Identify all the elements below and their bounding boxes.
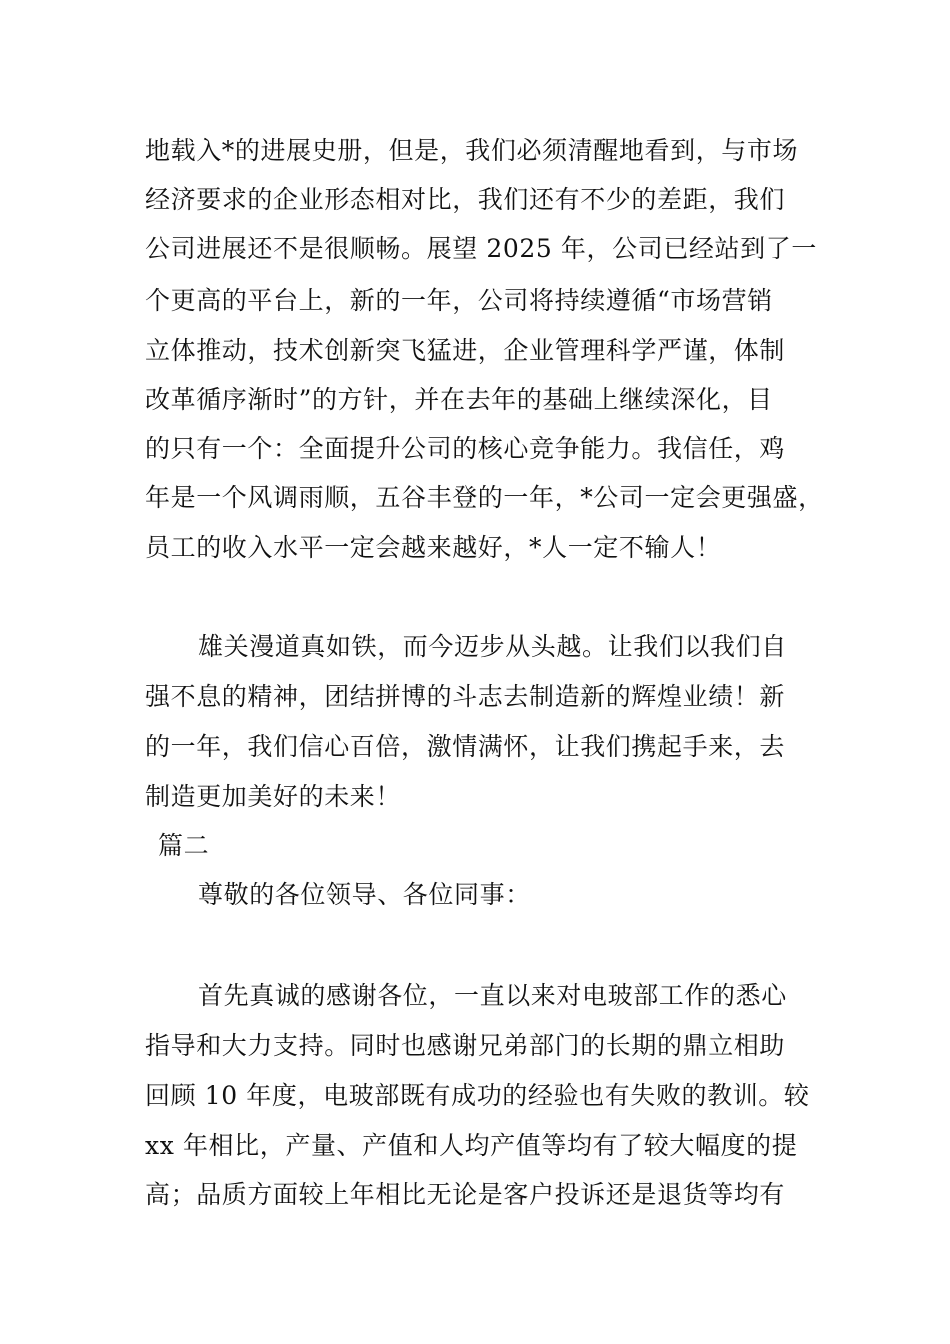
section-heading: 篇二 (158, 831, 210, 860)
text-line: 高；品质方面较上年相比无论是客户投诉还是退货等均有 (145, 1180, 786, 1209)
text-line: 经济要求的企业形态相对比，我们还有不少的差距，我们 (145, 185, 786, 214)
text-line: 指导和大力支持。同时也感谢兄弟部门的长期的鼎立相助 (145, 1031, 786, 1060)
text-line: 公司进展还不是很顺畅。展望 2025 年，公司已经站到了一 (145, 234, 817, 263)
text-line: 改革循序渐时”的方针，并在去年的基础上继续深化，目 (145, 385, 773, 414)
text-line: 回顾 10 年度，电玻部既有成功的经验也有失败的教训。较 (145, 1081, 810, 1110)
text-line: 制造更加美好的未来！ (145, 782, 402, 811)
text-line: 个更高的平台上，新的一年，公司将持续遵循“市场营销 (145, 286, 773, 315)
text-line: 雄关漫道真如铁，而今迈步从头越。让我们以我们自 (198, 632, 787, 661)
text-line: 员工的收入水平一定会越来越好，*人一定不输人！ (145, 533, 722, 562)
text-line: 年是一个风调雨顺，五谷丰登的一年，*公司一定会更强盛， (145, 483, 824, 512)
text-line: 强不息的精神，团结拼博的斗志去制造新的辉煌业绩！新 (145, 682, 786, 711)
text-line: 的一年，我们信心百倍，激情满怀，让我们携起手来，去 (145, 732, 786, 761)
text-line: 地载入*的进展史册，但是，我们必须清醒地看到，与市场 (145, 136, 799, 165)
text-line: 立体推动，技术创新突飞猛进，企业管理科学严谨，体制 (145, 336, 786, 365)
text-line: xx 年相比，产量、产值和人均产值等均有了较大幅度的提 (145, 1131, 798, 1160)
salutation: 尊敬的各位领导、各位同事： (198, 880, 531, 909)
text-line: 首先真诚的感谢各位，一直以来对电玻部工作的悉心 (198, 981, 787, 1010)
text-line: 的只有一个：全面提升公司的核心竞争能力。我信任，鸡 (145, 434, 786, 463)
